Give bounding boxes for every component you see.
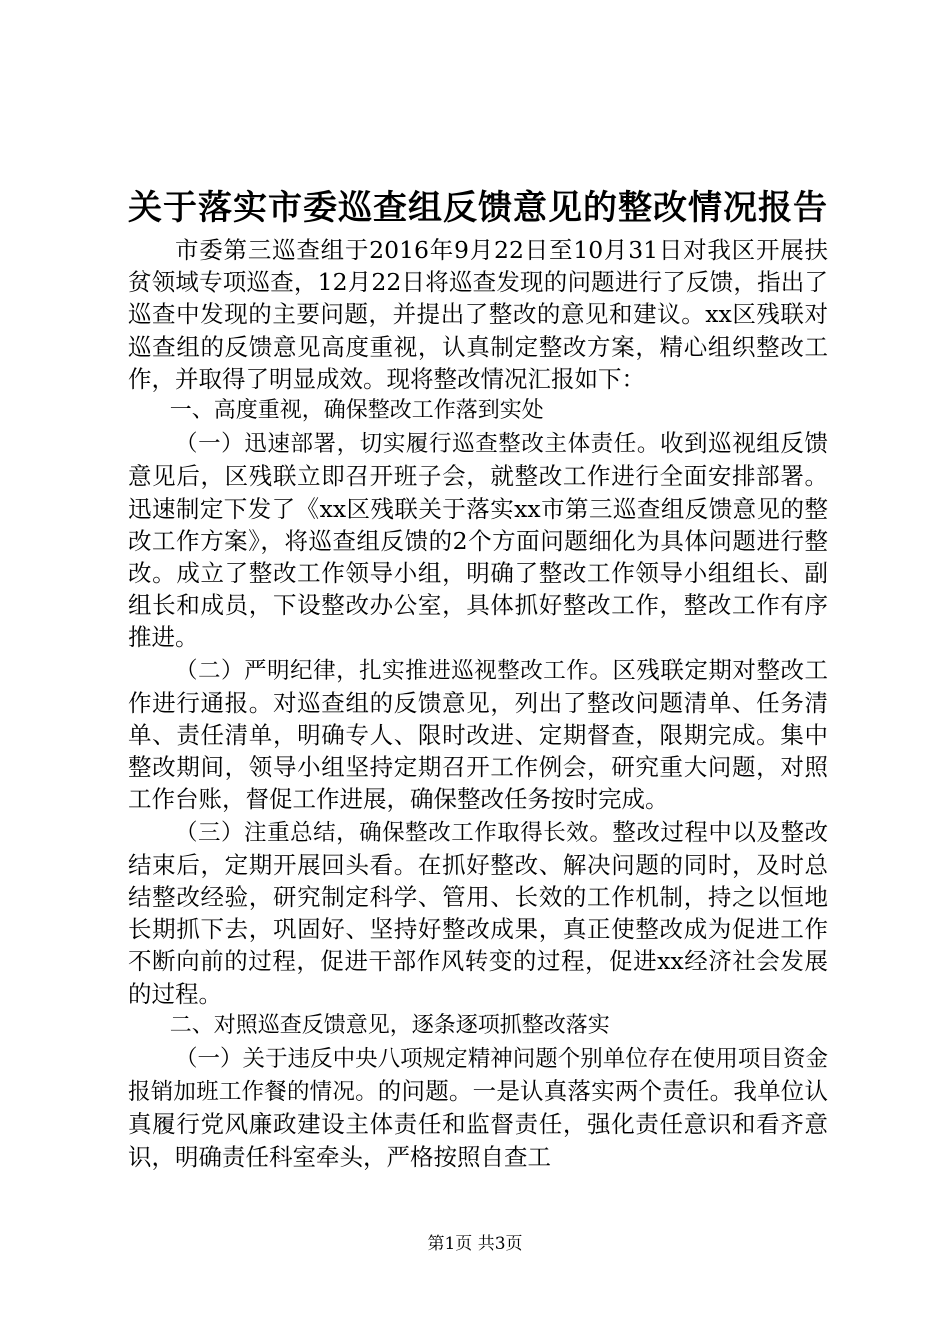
section1-item2-lead: （二）严明纪律，扎实推进巡视整改工作。 <box>175 657 613 684</box>
document-body <box>128 234 828 1173</box>
section2-item1-paragraph <box>128 1042 828 1173</box>
section1-item1-paragraph <box>128 427 828 653</box>
section1-item1-lead: （一）迅速部署，切实履行巡查整改主体责任。 <box>175 431 660 458</box>
section1-item3-lead: （三）注重总结，确保整改工作取得长效。 <box>175 819 613 846</box>
section1-item3-text: 整改过程中以及整改结束后，定期开展回头看。在抓好整改、解决问题的同时，及时总结整改经验，研究制定科学、管用、长效的工作机制，持之以恒地长期抓下去，巩固好、坚持好整改成果，真正使整改成为促进工作不断向前的过程，促进干部作风转变的过程，促进xx经济社会发展的过程。 <box>128 817 828 1008</box>
section1-item2-paragraph <box>128 654 828 816</box>
section1-item1-text: 收到巡视组反馈意见后，区残联立即召开班子会，就整改工作进行全面安排部署。迅速制定下发了《xx区残联关于落实xx市第三巡查组反馈意见的整改工作方案》，将巡查组反馈的2个方面问题细化为具体问题进行整改。成立了整改工作领导小组，明确了整改工作领导小组组长、副组长和成员，下设整改办公室，具体抓好整改工作，整改工作有序推进。 <box>128 429 828 652</box>
section-heading-1: 一、高度重视，确保整改工作落到实处 <box>169 398 544 424</box>
section1-item2-text: 区残联定期对整改工作进行通报。对巡查组的反馈意见，列出了整改问题清单、任务清单、责任清单，明确专人、限时改进、定期督查，限期完成。集中整改期间，领导小组坚持定期召开工作例会，研究重大问题，对照工作台账，督促工作进展，确保整改任务按时完成。 <box>128 655 828 814</box>
section2-item1-lead: （一）关于违反中央八项规定精神问题个别单位存在使用项目资金报销加班工作餐的情况。 <box>128 1046 828 1106</box>
intro-paragraph: 市委第三巡查组于2016年9月22日至10月31日对我区开展扶贫领域专项巡查，12月22日将巡查发现的问题进行了反馈，指出了巡查中发现的主要问题，并提出了整改的意见和建议。xx区残联对巡查组的反馈意见高度重视，认真制定整改方案，精心组织整改工作，并取得了明显成效。现将整改情况汇报如下： <box>128 236 828 393</box>
document-title: 关于落实市委巡查组反馈意见的整改情况报告 <box>128 188 828 228</box>
section2-item1-text: 的问题。一是认真落实两个责任。我单位认真履行党风廉政建设主体责任和监督责任，强化责任意识和看齐意识，明确责任科室牵头，严格按照自查工 <box>128 1077 828 1171</box>
section1-item3-paragraph <box>128 816 828 1010</box>
page-footer: 第1页 共3页 <box>427 1234 523 1254</box>
section-heading-2: 二、对照巡查反馈意见，逐条逐项抓整改落实 <box>169 1012 610 1038</box>
